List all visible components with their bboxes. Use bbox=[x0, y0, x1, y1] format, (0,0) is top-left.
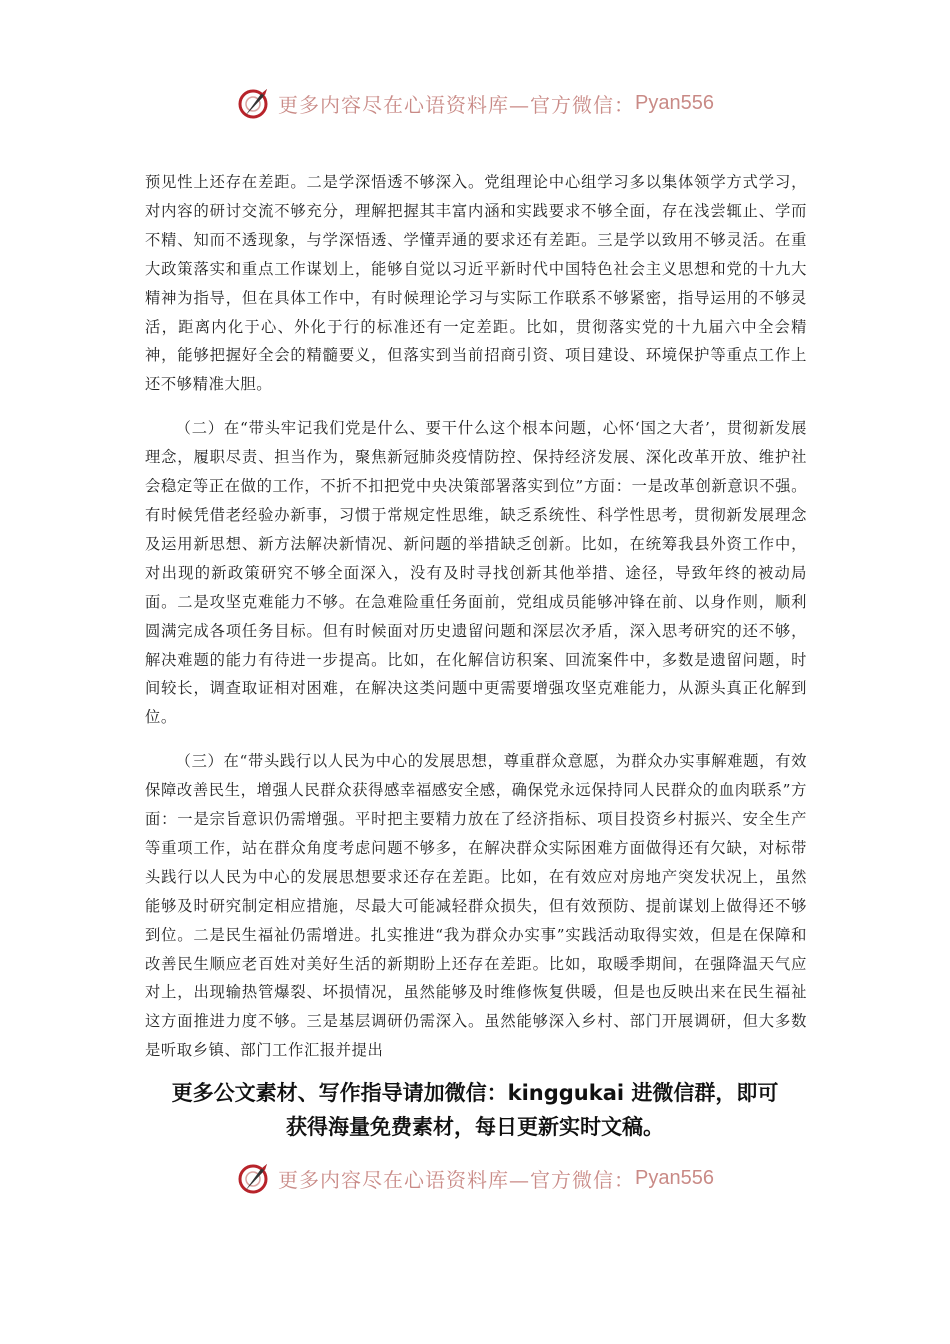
footer-banner bbox=[0, 1158, 950, 1198]
brand-logo-icon bbox=[236, 85, 272, 121]
document-body bbox=[145, 168, 807, 1065]
brand-logo-icon bbox=[236, 1160, 272, 1196]
body-paragraph-1: 预见性上还存在差距。二是学深悟透不够深入。党组理论中心组学习多以集体领学方式学习，对内容的研讨交流不够充分，理解把握其丰富内涵和实践要求不够全面，存在浅尝辄止、学而不精、知而不透现象，与学深悟透、学懂弄通的要求还有差距。三是学以致用不够灵活。在重大政策落实和重点工作谋划上，能够自觉以习近平新时代中国特色社会主义思想和党的十九大精神为指导，但在具体工作中，有时候理论学习与实际工作联系不够紧密，指导运用的不够灵活，距离内化于心、外化于行的标准还有一定差距。比如，贯彻落实党的十九届六中全会精神，能够把握好全会的精髓要义，但落实到当前招商引资、项目建设、环境保护等重点工作上还不够精准大胆。 bbox=[145, 173, 807, 394]
promo-line-1: 更多公文素材、写作指导请加微信：kinggukai 进微信群，即可 bbox=[171, 1081, 779, 1105]
header-banner-wechat-id: Pyan556 bbox=[635, 91, 714, 114]
body-paragraph-3: （三）在“带头践行以人民为中心的发展思想，尊重群众意愿，为群众办实事解难题，有效保障改善民生，增强人民群众获得感幸福感安全感，确保党永远保持同人民群众的血肉联系”方面：一是宗旨意识仍需增强。平时把主要精力放在了经济指标、项目投资乡村振兴、安全生产等重项工作，站在群众角度考虑问题不够多，在解决群众实际困难方面做得还有欠缺，对标带头践行以人民为中心的发展思想要求还存在差距。比如，在有效应对房地产突发状况上，虽然能够及时研究制定相应措施，尽最大可能减轻群众损失，但有效预防、提前谋划上做得还不够到位。二是民生福祉仍需增进。扎实推进“我为群众办实事”实践活动取得实效，但是在保障和改善民生顺应老百姓对美好生活的新期盼上还存在差距。比如，取暖季期间，在强降温天气应对上，出现输热管爆裂、坏损情况，虽然能够及时维修恢复供暖，但是也反映出来在民生福祉这方面推进力度不够。三是基层调研仍需深入。虽然能够深入乡村、部门开展调研，但大多数是听取乡镇、部门工作汇报并提出 bbox=[145, 752, 807, 1060]
promo-line-2: 获得海量免费素材，每日更新实时文稿。 bbox=[286, 1115, 664, 1139]
footer-banner-wechat-id: Pyan556 bbox=[635, 1166, 714, 1189]
body-paragraph-2: （二）在“带头牢记我们党是什么、要干什么这个根本问题，心怀‘国之大者’，贯彻新发展理念，履职尽责、担当作为，聚焦新冠肺炎疫情防控、保持经济发展、深化改革开放、维护社会稳定等正在做的工作，不折不扣把党中央决策部署落实到位”方面：一是改革创新意识不强。有时候凭借老经验办新事，习惯于常规定性思维，缺乏系统性、科学性思考，贯彻新发展理念及运用新思想、新方法解决新情况、新问题的举措缺乏创新。比如，在统筹我县外资工作中，对出现的新政策研究不够全面深入，没有及时寻找创新其他举措、途径，导致年终的被动局面。二是攻坚克难能力不够。在急难险重任务面前，党组成员能够冲锋在前、以身作则，顺利圆满完成各项任务目标。但有时候面对历史遗留问题和深层次矛盾，深入思考研究的还不够，解决难题的能力有待进一步提高。比如，在化解信访积案、回流案件中，多数是遗留问题，时间较长，调查取证相对困难，在解决这类问题中更需要增强攻坚克难能力，从源头真正化解到位。 bbox=[145, 419, 807, 727]
header-banner-text: 更多内容尽在心语资料库—官方微信： bbox=[278, 92, 636, 117]
header-banner bbox=[0, 83, 950, 123]
footer-banner-text: 更多内容尽在心语资料库—官方微信： bbox=[278, 1167, 636, 1192]
promo-notice bbox=[0, 1076, 950, 1144]
